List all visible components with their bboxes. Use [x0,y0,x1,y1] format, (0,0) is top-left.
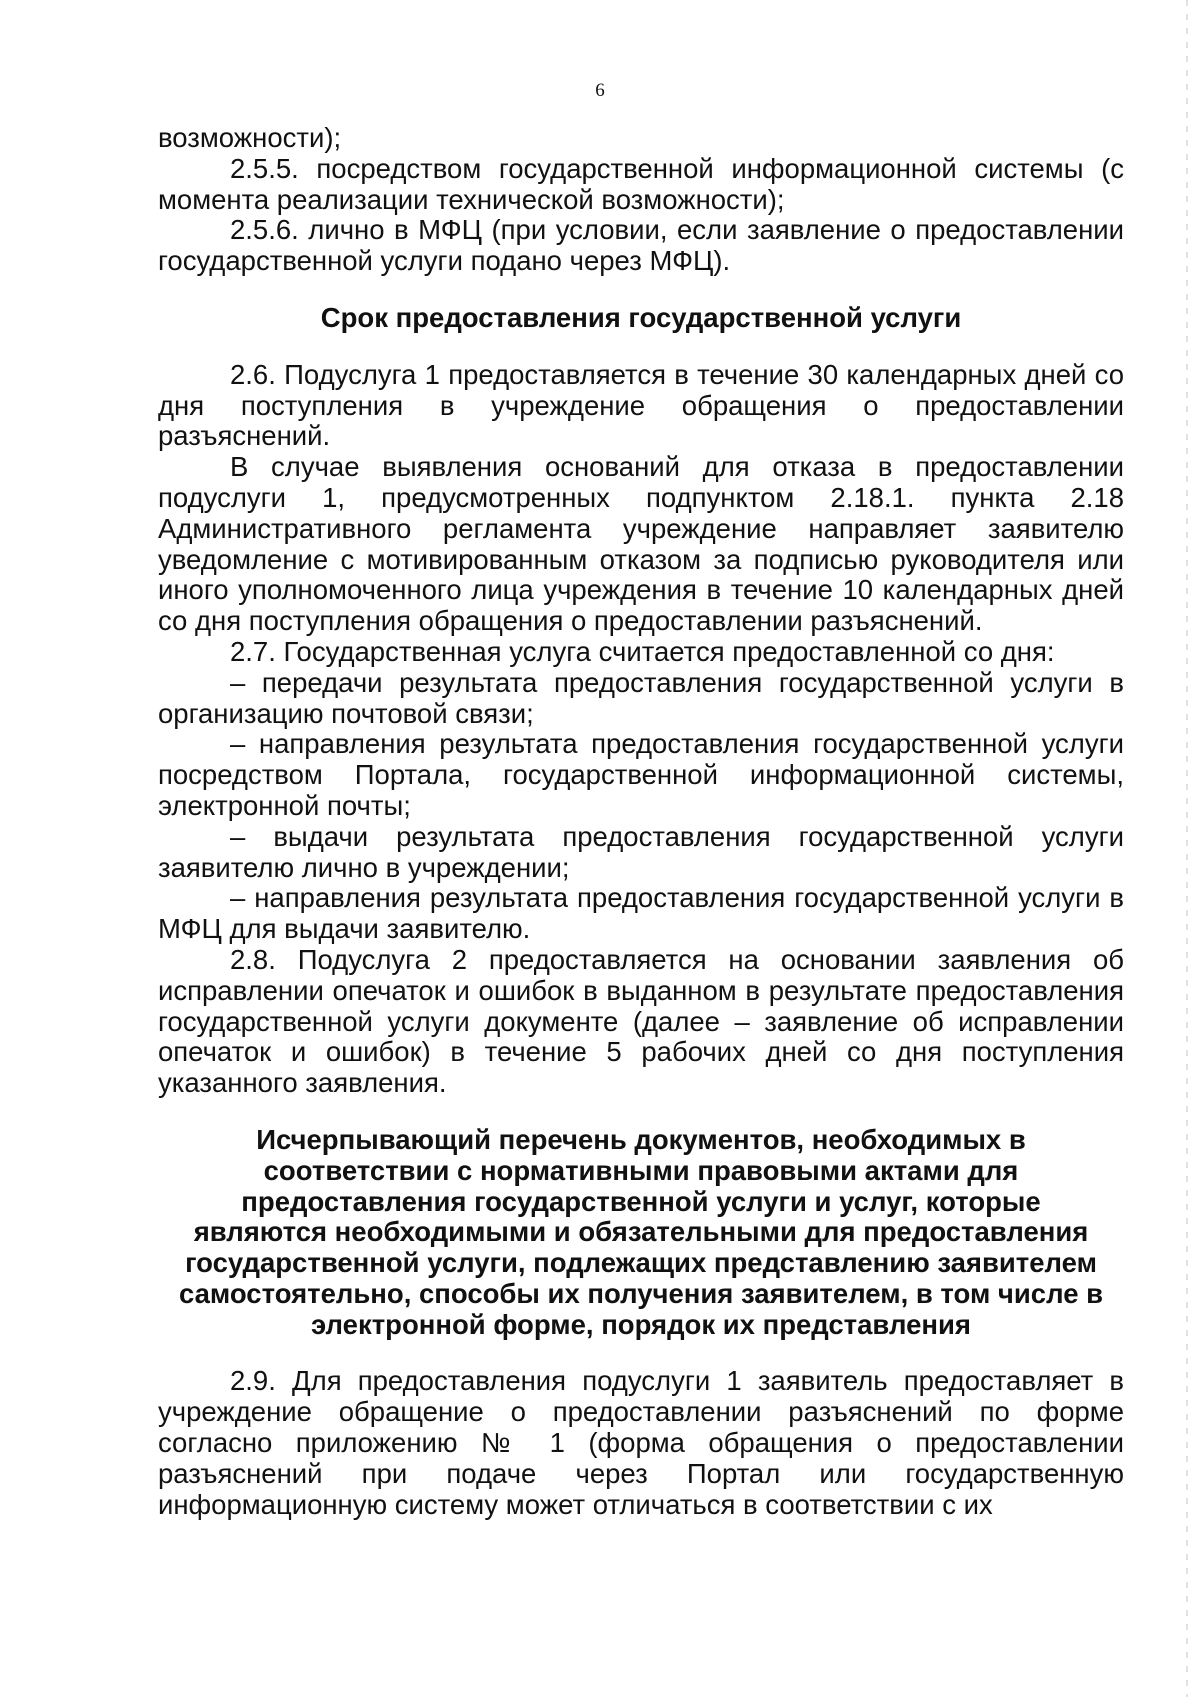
scan-edge-line [1186,0,1188,1697]
paragraph-continuation: возможности); [158,122,342,153]
list-item-mfc: – направления результата предоставления государственной услуги в МФЦ для выдачи заявителю. [158,882,1124,945]
list-item-postal: – передачи результата предоставления государственной услуги в организацию почтовой связи; [158,666,1124,729]
paragraph-2-8: 2.8. Подуслуга 2 предоставляется на основании заявления об исправлении опечаток и ошибок в выданном в результате предоставления государственной услуги документе (далее – заявление об исправлении опечаток и ошибок) в течение 5 рабочих дней со дня поступления указанного заявления. [158,943,1124,1099]
paragraph-2-5-5: 2.5.5. посредством государственной информационной системы (с момента реализации технической возможности); [158,152,1124,215]
page-number: 6 [595,80,605,101]
paragraph-2-7: 2.7. Государственная услуга считается предоставленной со дня: [230,635,1055,667]
list-item-in-person: – выдачи результата предоставления государственной услуги заявителю лично в учреждении; [158,820,1124,883]
paragraph-refusal-notice: В случае выявления оснований для отказа в предоставлении подуслуги 1, предусмотренных подпунктом 2.18.1. пункта 2.18 Административного регламента учреждение направляет заявителю уведомление с мотивированным отказом за подписью руководителя или иного уполномоченного лица учреждения в течение 10 календарных дней со дня поступления обращения о предоставлении разъяснений. [158,451,1124,637]
list-item-portal: – направления результата предоставления государственной услуги посредством Портала, государственной информационной системы, электронной почты; [158,728,1124,821]
document-body [158,123,1124,1520]
paragraph-2-5-6: 2.5.6. лично в МФЦ (при условии, если заявление о предоставлении государственной услуги подано через МФЦ). [158,214,1124,277]
section-heading-service-term: Срок предоставления государственной услуги [320,301,962,333]
section-heading-documents-list: Исчерпывающий перечень документов, необходимых в соответствии с нормативными правовыми актами для предоставления государственной услуги и услуг, которые являются необходимыми и обязательными для предоставления государственной услуги, подлежащих представлению заявителем самостоятельно, способы их получения заявителем, в том числе в электронной форме, порядок их представления [178,1123,1104,1340]
paragraph-2-6: 2.6. Подуслуга 1 предоставляется в течение 30 календарных дней со дня поступления в учреждение обращения о предоставлении разъяснений. [158,358,1124,452]
paragraph-2-9: 2.9. Для предоставления подуслуги 1 заявитель предоставляет в учреждение обращение о предоставлении разъяснений по форме согласно приложению № 1 (форма обращения о предоставлении разъяснений при подаче через Портал или государственную информационную систему может отличаться в соответствии с их [158,1365,1124,1520]
